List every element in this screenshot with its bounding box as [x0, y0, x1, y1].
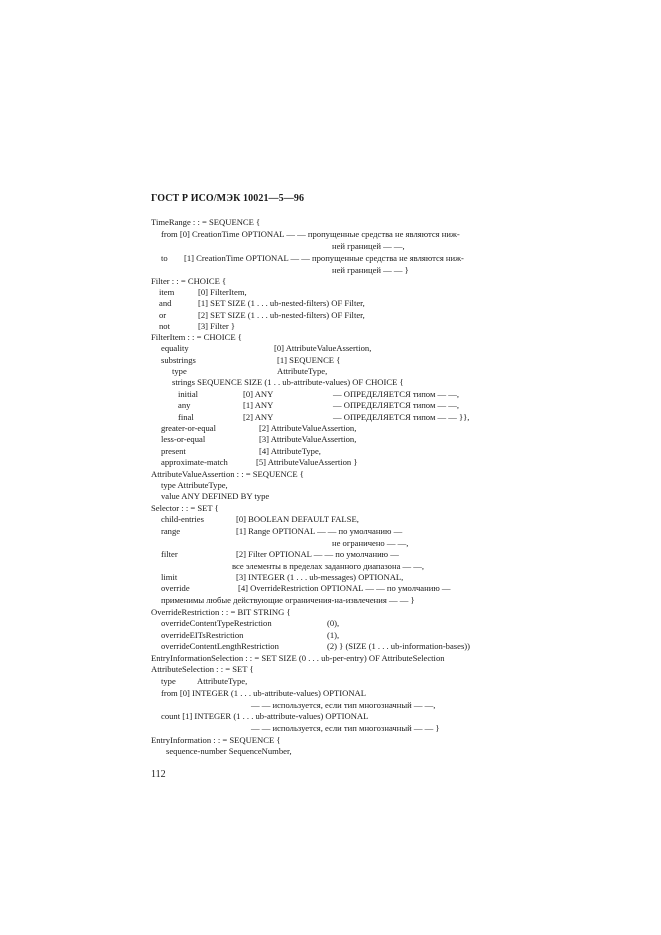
code-line-12-part-1: equality [161, 343, 189, 353]
code-line-21-part-2: [4] AttributeType, [259, 446, 321, 456]
code-line-39-part-1: EntryInformationSelection : : = SET SIZE (0 . . . ub-per-entry) OF AttributeSelection [151, 653, 445, 663]
code-line-16-part-1: initial [178, 389, 199, 399]
code-line-16-part-3: — ОПРЕДЕЛЯЕТСЯ типом — —, [333, 389, 460, 399]
code-line-31-part-1: все элементы в пределах заданного диапазона — —, [232, 561, 425, 571]
code-line-12-part-2: [0] AttributeValueAssertion, [274, 343, 372, 353]
code-line-11-part-1: FilterItem : : = CHOICE { [151, 332, 242, 342]
code-line-41-part-2: AttributeType, [197, 676, 248, 686]
code-line-33-part-1: override [161, 583, 190, 593]
page-number: 112 [151, 769, 166, 780]
code-line-3-part-1: ней границей — —, [332, 241, 405, 251]
code-line-14-part-1: type [172, 366, 187, 376]
code-line-17-part-1: any [178, 400, 191, 410]
code-line-38-part-1: overrideContentLengthRestriction [161, 641, 279, 651]
code-line-13-part-1: substrings [161, 355, 196, 365]
code-line-28-part-1: range [161, 526, 181, 536]
code-line-37-part-1: overrideEITsRestriction [161, 630, 244, 640]
code-line-46-part-1: EntryInformation : : = SEQUENCE { [151, 735, 281, 745]
code-line-42-part-1: from [0] INTEGER (1 . . . ub-attribute-values) OPTIONAL [161, 688, 367, 698]
code-line-14-part-2: AttributeType, [277, 366, 328, 376]
code-line-10-part-1: not [159, 321, 170, 331]
code-line-47-part-1: sequence-number SequenceNumber, [166, 746, 292, 756]
code-line-30-part-1: filter [161, 549, 178, 559]
code-line-18-part-3: — ОПРЕДЕЛЯЕТСЯ типом — — }}, [333, 412, 470, 422]
code-line-18-part-1: final [178, 412, 194, 422]
code-line-13-part-2: [1] SEQUENCE { [277, 355, 341, 365]
code-line-10-part-2: [3] Filter } [198, 321, 236, 331]
code-line-8-part-2: [1] SET SIZE (1 . . . ub-nested-filters) OF Filter, [198, 298, 365, 308]
code-line-15-part-1: strings SEQUENCE SIZE (1 . . ub-attribute-values) OF CHOICE { [172, 377, 404, 387]
code-line-27-part-1: child-entries [161, 514, 204, 524]
code-line-4-part-2: [1] CreationTime OPTIONAL — — пропущенные средства не являются ниж- [184, 253, 464, 263]
code-line-26-part-1: Selector : : = SET { [151, 503, 219, 513]
code-line-20-part-1: less-or-equal [161, 434, 206, 444]
code-line-22-part-1: approximate-match [161, 457, 228, 467]
code-line-36-part-1: overrideContentTypeRestriction [161, 618, 272, 628]
code-line-6-part-1: Filter : : = CHOICE { [151, 276, 227, 286]
code-line-9-part-1: or [159, 310, 167, 320]
code-line-30-part-2: [2] Filter OPTIONAL — — по умолчанию — [236, 549, 399, 559]
code-line-36-part-2: (0), [327, 618, 340, 628]
code-line-1-part-1: TimeRange : : = SEQUENCE { [151, 217, 261, 227]
code-line-5-part-1: ней границей — — } [332, 265, 409, 275]
code-line-9-part-2: [2] SET SIZE (1 . . . ub-nested-filters) OF Filter, [198, 310, 365, 320]
code-line-29-part-1: не ограничено — —, [332, 538, 409, 548]
code-line-28-part-2: [1] Range OPTIONAL — — по умолчанию — [236, 526, 403, 536]
code-line-21-part-1: present [161, 446, 186, 456]
code-line-19-part-2: [2] AttributeValueAssertion, [259, 423, 357, 433]
code-line-16-part-2: [0] ANY [243, 389, 274, 399]
code-line-7-part-2: [0] FilterItem, [198, 287, 247, 297]
code-line-20-part-2: [3] AttributeValueAssertion, [259, 434, 357, 444]
code-line-41-part-1: type [161, 676, 176, 686]
code-line-8-part-1: and [159, 298, 172, 308]
code-line-34-part-1: применимы любые действующие ограничения-на-извлечения — — } [161, 595, 415, 605]
code-line-4-part-1: to [161, 253, 168, 263]
code-line-7-part-1: item [159, 287, 175, 297]
code-line-32-part-1: limit [161, 572, 178, 582]
code-line-24-part-1: type AttributeType, [161, 480, 228, 490]
code-line-27-part-2: [0] BOOLEAN DEFAULT FALSE, [236, 514, 359, 524]
code-line-18-part-2: [2] ANY [243, 412, 274, 422]
code-line-35-part-1: OverrideRestriction : : = BIT STRING { [151, 607, 291, 617]
code-line-38-part-2: (2) } (SIZE (1 . . . ub-information-bases)) [327, 641, 471, 651]
code-line-44-part-1: count [1] INTEGER (1 . . . ub-attribute-values) OPTIONAL [161, 711, 369, 721]
code-line-22-part-2: [5] AttributeValueAssertion } [256, 457, 358, 467]
code-line-40-part-1: AttributeSelection : : = SET { [151, 664, 254, 674]
code-line-43-part-1: — — используется, если тип многозначный — —, [251, 700, 436, 710]
code-line-33-part-2: [4] OverrideRestriction OPTIONAL — — по умолчанию — [238, 583, 451, 593]
document-header: ГОСТ Р ИСО/МЭК 10021—5—96 [151, 193, 305, 204]
code-line-45-part-1: — — используется, если тип многозначный — — } [251, 723, 440, 733]
code-line-37-part-2: (1), [327, 630, 340, 640]
code-line-19-part-1: greater-or-equal [161, 423, 216, 433]
code-line-17-part-3: — ОПРЕДЕЛЯЕТСЯ типом — —, [333, 400, 460, 410]
code-line-17-part-2: [1] ANY [243, 400, 274, 410]
code-line-23-part-1: AttributeValueAssertion : : = SEQUENCE { [151, 469, 304, 479]
code-line-25-part-1: value ANY DEFINED BY type [161, 491, 270, 501]
code-line-2-part-1: from [0] CreationTime OPTIONAL — — пропущенные средства не являются ниж- [161, 229, 460, 239]
code-line-32-part-2: [3] INTEGER (1 . . . ub-messages) OPTIONAL, [236, 572, 404, 582]
